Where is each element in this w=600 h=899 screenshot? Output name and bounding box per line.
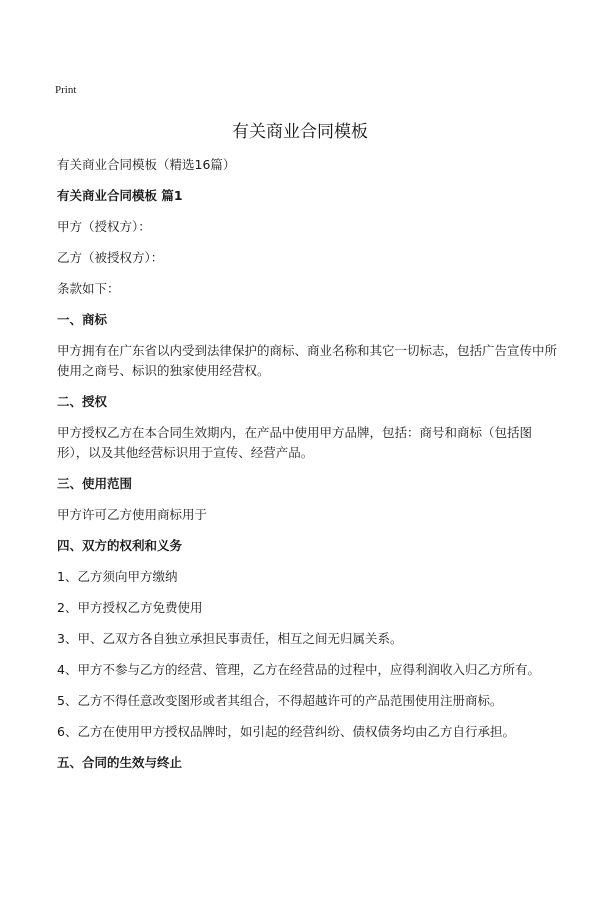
- party-b-line: 乙方（被授权方）：: [57, 250, 164, 265]
- section-heading-rights: 四、双方的权利和义务: [57, 538, 183, 553]
- list-item: 3、甲、乙双方各自独立承担民事责任，相互之间无归属关系。: [57, 631, 403, 646]
- subtitle: 有关商业合同模板（精选16篇）: [57, 157, 236, 172]
- section-heading-effect: 五、合同的生效与终止: [57, 755, 183, 770]
- page-title: 有关商业合同模板: [232, 122, 368, 142]
- section-heading-authorization: 二、授权: [57, 394, 108, 409]
- section-heading-scope: 三、使用范围: [57, 476, 133, 491]
- list-item: 6、乙方在使用甲方授权品牌时，如引起的经营纠纷、债权债务均由乙方自行承担。: [57, 724, 515, 739]
- section-heading-trademark: 一、商标: [57, 312, 108, 327]
- list-item: 5、乙方不得任意改变图形或者其组合，不得超越许可的产品范围使用注册商标。: [57, 693, 503, 708]
- section-text-authorization: 甲方授权乙方在本合同生效期内，在产品中使用甲方品牌，包括：商号和商标（包括图形），以及其他经营标识用于宣传、经营产品。: [57, 425, 533, 460]
- chapter-heading: 有关商业合同模板 篇1: [57, 188, 183, 203]
- terms-intro: 条款如下：: [57, 281, 120, 296]
- print-link[interactable]: Print: [55, 84, 77, 96]
- list-item: 2、甲方授权乙方免费使用: [57, 600, 203, 615]
- document-body: [57, 155, 557, 784]
- list-item: 1、乙方须向甲方缴纳: [57, 569, 178, 584]
- list-item: 4、甲方不参与乙方的经营、管理，乙方在经营品的过程中，应得利润收入归乙方所有。: [57, 662, 540, 677]
- section-text-trademark: 甲方拥有在广东省以内受到法律保护的商标、商业名称和其它一切标志，包括广告宣传中所使用之商号、标识的独家使用经营权。: [57, 343, 558, 378]
- section-text-scope: 甲方许可乙方使用商标用于: [57, 507, 208, 522]
- party-a-line: 甲方（授权方）：: [57, 219, 151, 234]
